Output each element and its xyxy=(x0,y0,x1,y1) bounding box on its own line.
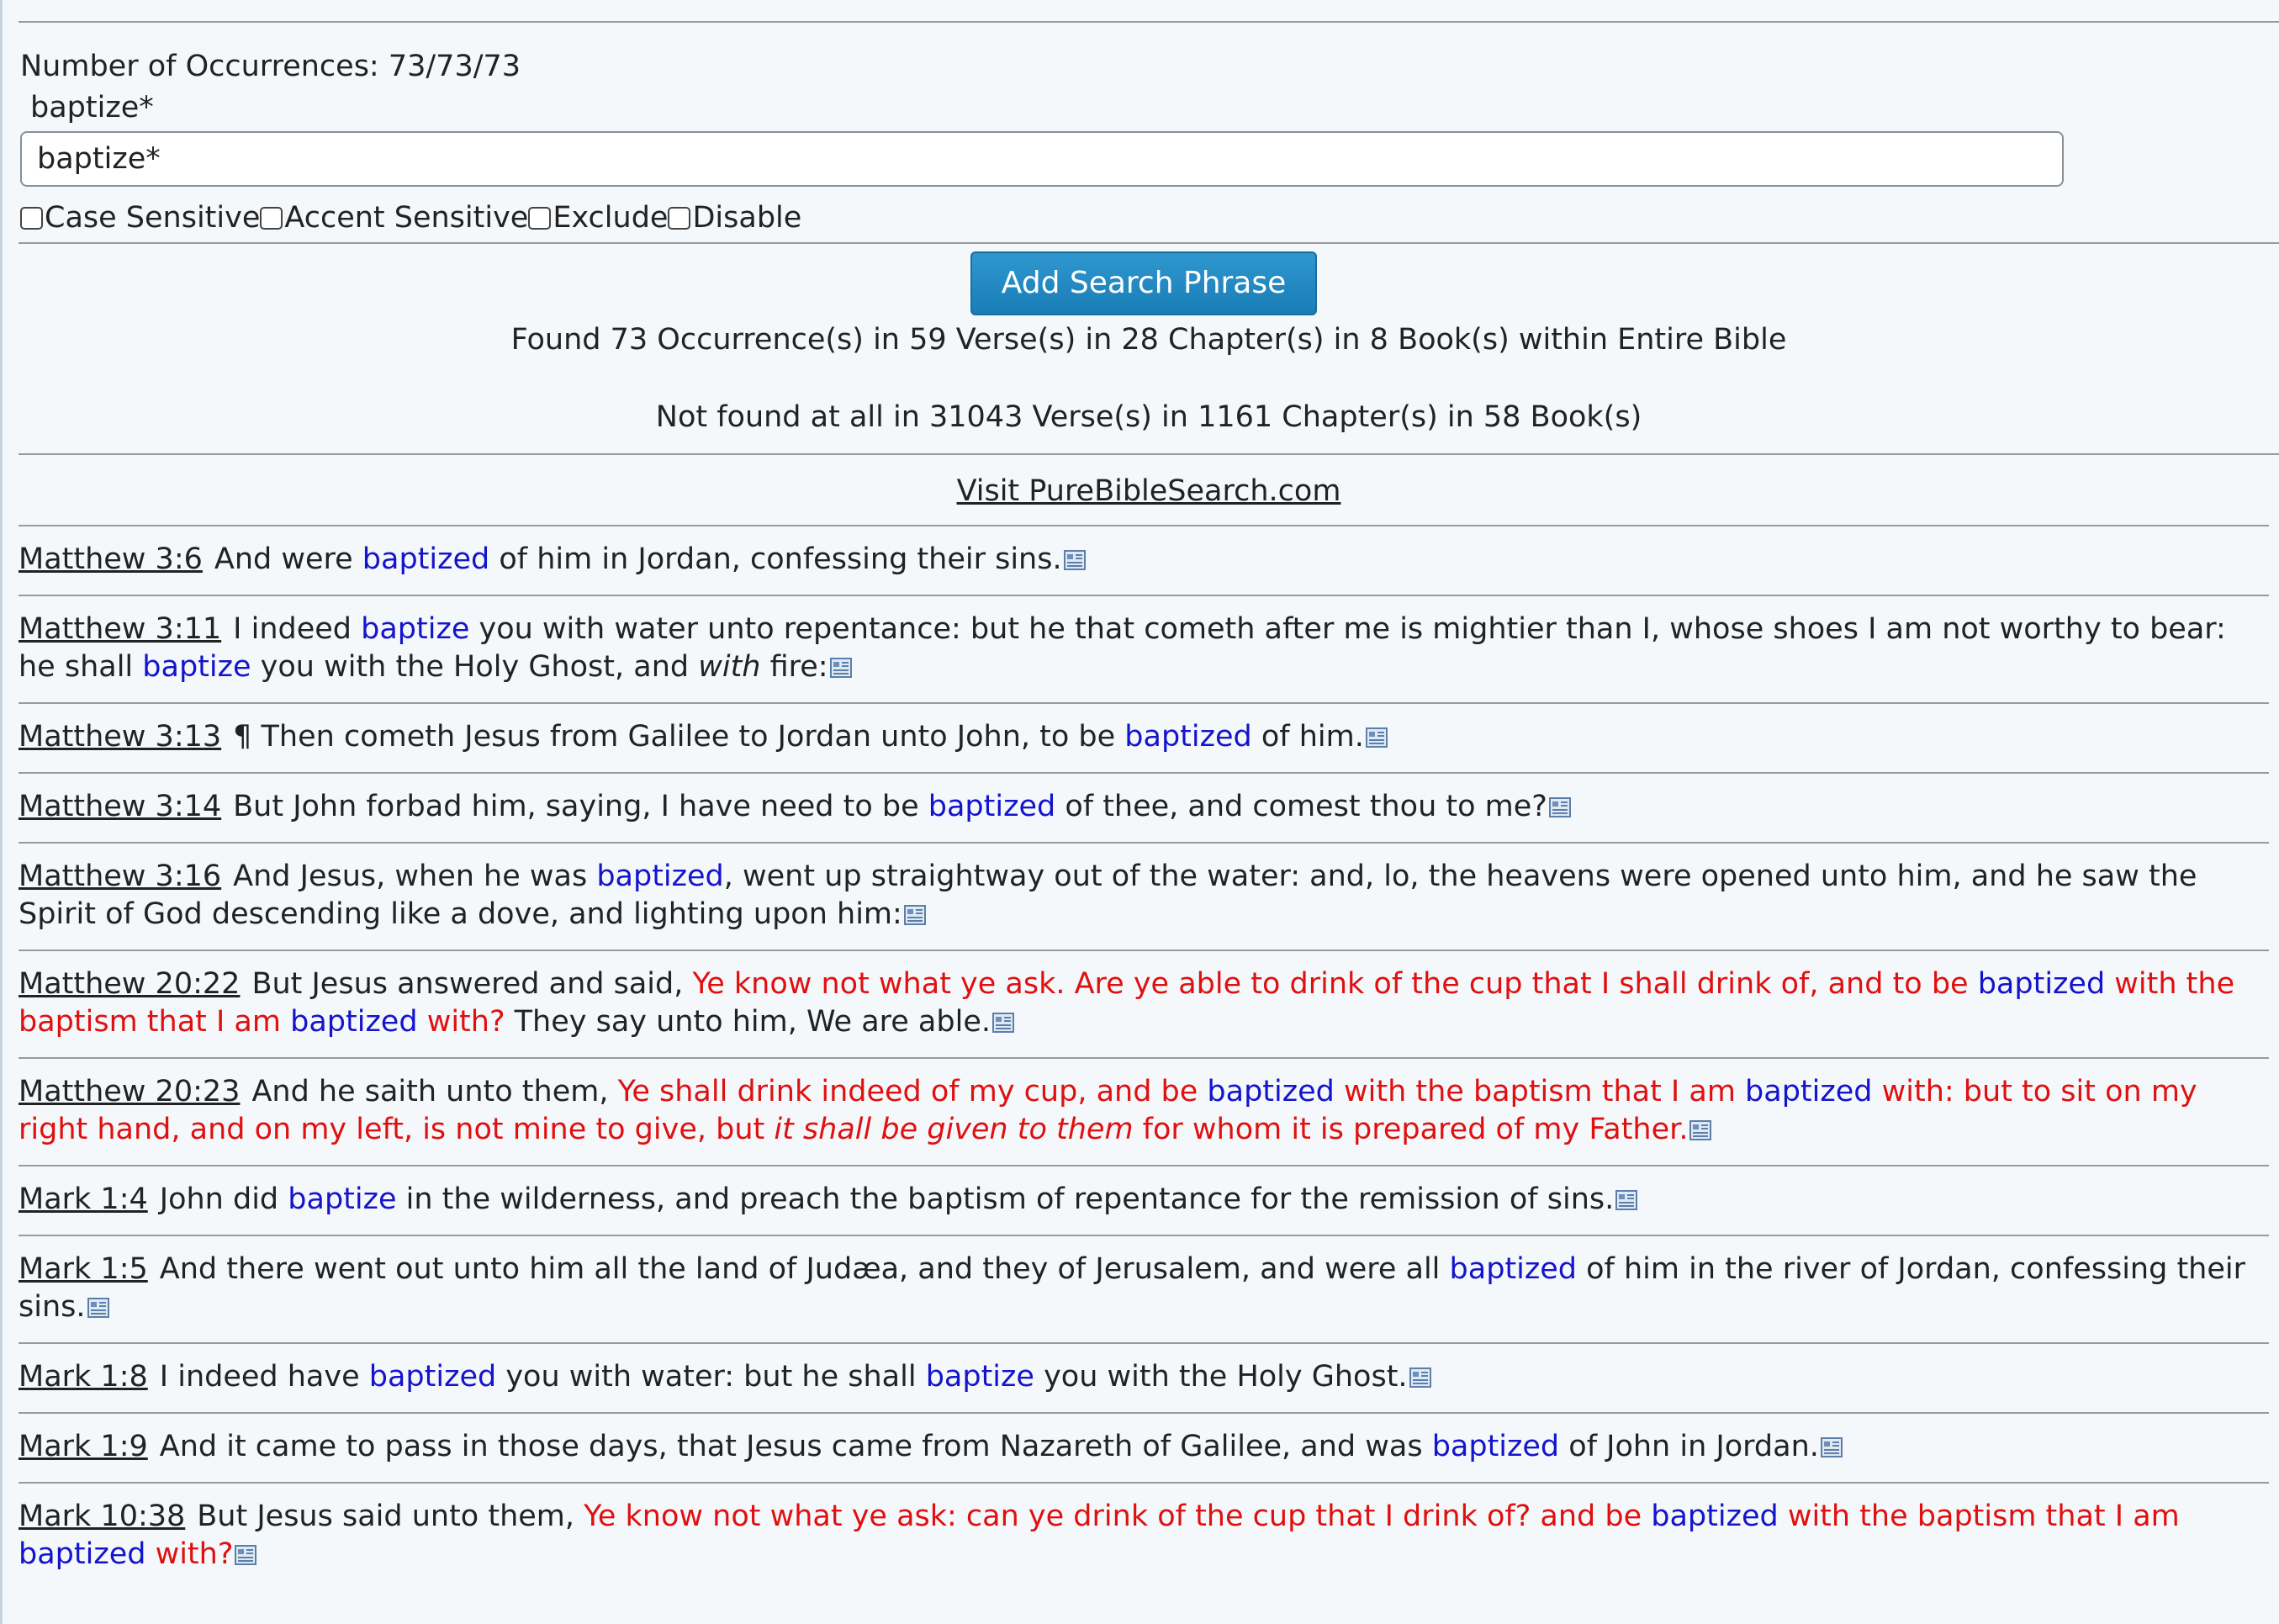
option-exclude[interactable] xyxy=(528,198,668,237)
verse-reference-link[interactable]: Matthew 3:14 xyxy=(19,790,222,823)
verse-reference-link[interactable]: Matthew 20:23 xyxy=(19,1075,241,1108)
verse-text: And he saith unto them, xyxy=(251,1075,618,1108)
verse-details-icon[interactable] xyxy=(1409,1360,1431,1380)
highlighted-term: baptized xyxy=(1745,1075,1873,1108)
highlighted-term: baptized xyxy=(368,1360,497,1394)
verse-reference-link[interactable]: Mark 1:5 xyxy=(19,1252,148,1286)
exclude-checkbox[interactable] xyxy=(528,207,551,230)
visit-link-row xyxy=(19,473,2279,510)
not-found-summary: Not found at all in 31043 Verse(s) in 1161 Chapter(s) in 58 Book(s) xyxy=(655,400,1642,434)
divider xyxy=(19,242,2279,244)
words-of-christ: with: but to sit on my right hand, and on my left, is not mine to give, but xyxy=(19,1075,2197,1146)
verse-text: of John in Jordan. xyxy=(1559,1430,1819,1463)
verse-details-icon[interactable] xyxy=(1549,790,1571,810)
verse-text: ¶ Then cometh Jesus from Galilee to Jordan unto John, to be xyxy=(233,720,1125,754)
verse-text: of him in the river of Jordan, confessing their sins. xyxy=(19,1252,2246,1324)
words-of-christ-italic: it shall be given to them xyxy=(774,1113,1134,1146)
verse-details-icon[interactable] xyxy=(830,650,852,670)
italic-text: with xyxy=(698,650,761,684)
verse-text: of him. xyxy=(1251,720,1364,754)
verse-text: And Jesus, when he was xyxy=(233,860,597,893)
verse-reference-link[interactable]: Matthew 20:22 xyxy=(19,967,241,1001)
verse-text: in the wilderness, and preach the baptism of repentance for the remission of sins. xyxy=(396,1182,1615,1216)
verse-result xyxy=(19,950,2269,1057)
verse-result xyxy=(19,1235,2269,1342)
divider xyxy=(19,453,2279,455)
verse-details-icon[interactable] xyxy=(1064,542,1086,563)
verse-text: you with water unto repentance: but he that cometh after me is mightier than I, whose shoes I am not worthy to bear: he shall xyxy=(19,612,2226,684)
verse-text: of him in Jordan, confessing their sins. xyxy=(489,542,1062,576)
verse-reference-link[interactable]: Mark 1:4 xyxy=(19,1182,148,1216)
highlighted-term: baptize xyxy=(142,650,251,684)
verse-details-icon[interactable] xyxy=(1821,1430,1843,1450)
highlighted-term: baptized xyxy=(362,542,490,576)
option-disable[interactable] xyxy=(668,198,801,237)
option-accent-sensitive[interactable] xyxy=(260,198,528,237)
words-of-christ: with the baptism that I am xyxy=(1778,1500,2180,1533)
option-case-sensitive[interactable] xyxy=(20,198,260,237)
verse-details-icon[interactable] xyxy=(87,1290,109,1310)
verse-reference-link[interactable]: Matthew 3:13 xyxy=(19,720,222,754)
verse-result xyxy=(19,772,2269,842)
verse-text: , went up straightway out of the water: and, lo, the heavens were opened unto him, and he saw the Spirit of God descending like a dove, and lighting upon him: xyxy=(19,860,2197,931)
highlighted-term: baptized xyxy=(1449,1252,1577,1286)
words-of-christ: Ye know not what ye ask. Are ye able to drink of the cup that I shall drink of, and to be xyxy=(692,967,1978,1001)
verse-result xyxy=(19,1412,2269,1482)
words-of-christ: with the baptism that I am xyxy=(19,967,2235,1039)
verse-result xyxy=(19,1165,2269,1235)
verse-result xyxy=(19,1057,2269,1165)
verse-text: But Jesus said unto them, xyxy=(197,1500,584,1533)
verse-details-icon[interactable] xyxy=(992,1005,1014,1025)
verse-text: fire: xyxy=(760,650,828,684)
found-summary: Found 73 Occurrence(s) in 59 Verse(s) in 28 Chapter(s) in 8 Book(s) within Entire Bible xyxy=(510,323,1787,357)
verse-text: you with water: but he shall xyxy=(496,1360,926,1394)
verse-text: And were xyxy=(214,542,362,576)
verse-text: But Jesus answered and said, xyxy=(251,967,693,1001)
occurrences-count: Number of Occurrences: 73/73/73 xyxy=(20,50,521,83)
verse-reference-link[interactable]: Matthew 3:16 xyxy=(19,860,222,893)
verse-reference-link[interactable]: Mark 1:9 xyxy=(19,1430,148,1463)
verse-reference-link[interactable]: Matthew 3:6 xyxy=(19,542,203,576)
words-of-christ: Ye know not what ye ask: can ye drink of the cup that I drink of? and be xyxy=(584,1500,1652,1533)
verse-result xyxy=(19,595,2269,702)
highlighted-term: baptize xyxy=(361,612,470,646)
highlighted-term: baptized xyxy=(928,790,1056,823)
highlighted-term: baptized xyxy=(1651,1500,1779,1533)
verse-text: They say unto him, We are able. xyxy=(505,1005,991,1039)
option-label: Disable xyxy=(692,201,802,235)
highlighted-term: baptize xyxy=(288,1182,397,1216)
visit-site-link[interactable]: Visit PureBibleSearch.com xyxy=(956,474,1341,508)
verse-details-icon[interactable] xyxy=(1689,1113,1711,1133)
highlighted-term: baptized xyxy=(1977,967,2106,1001)
highlighted-term: baptized xyxy=(1124,720,1252,754)
highlighted-term: baptized xyxy=(19,1537,146,1571)
verse-details-icon[interactable] xyxy=(904,897,926,918)
verse-result xyxy=(19,702,2269,772)
case-sensitive-checkbox[interactable] xyxy=(20,207,43,230)
verse-result xyxy=(19,1482,2269,1590)
verse-text: I indeed have xyxy=(159,1360,369,1394)
words-of-christ: with the baptism that I am xyxy=(1334,1075,1746,1108)
search-phrase-input[interactable] xyxy=(20,131,2064,187)
highlighted-term: baptize xyxy=(925,1360,1034,1394)
search-phrase-panel xyxy=(20,45,2279,237)
words-of-christ: for whom it is prepared of my Father. xyxy=(1133,1113,1689,1146)
verse-reference-link[interactable]: Mark 1:8 xyxy=(19,1360,148,1394)
verse-reference-link[interactable]: Matthew 3:11 xyxy=(19,612,222,646)
option-label: Exclude xyxy=(553,201,669,235)
option-label: Case Sensitive xyxy=(45,201,261,235)
add-search-phrase-button[interactable]: Add Search Phrase xyxy=(970,251,1317,315)
words-of-christ: with? xyxy=(145,1537,234,1571)
verse-details-icon[interactable] xyxy=(1366,720,1388,740)
verse-details-icon[interactable] xyxy=(235,1537,256,1558)
verse-result xyxy=(19,1342,2269,1412)
option-label: Accent Sensitive xyxy=(284,201,529,235)
verse-text: John did xyxy=(159,1182,288,1216)
verse-text: And it came to pass in those days, that Jesus came from Nazareth of Galilee, and was xyxy=(159,1430,1432,1463)
verse-text: And there went out unto him all the land of Judæa, and they of Jerusalem, and were all xyxy=(159,1252,1450,1286)
verse-reference-link[interactable]: Mark 10:38 xyxy=(19,1500,186,1533)
verse-result xyxy=(19,525,2269,595)
verse-details-icon[interactable] xyxy=(1615,1182,1637,1203)
highlighted-term: baptized xyxy=(1207,1075,1335,1108)
verse-text: of thee, and comest thou to me? xyxy=(1055,790,1547,823)
highlighted-term: baptized xyxy=(290,1005,418,1039)
verse-text: But John forbad him, saying, I have need to be xyxy=(233,790,928,823)
words-of-christ: with? xyxy=(417,1005,505,1039)
accent-sensitive-checkbox[interactable] xyxy=(260,207,283,230)
top-divider xyxy=(19,21,2279,23)
highlighted-term: baptized xyxy=(1431,1430,1560,1463)
disable-checkbox[interactable] xyxy=(668,207,690,230)
highlighted-term: baptized xyxy=(596,860,724,893)
verse-text: you with the Holy Ghost. xyxy=(1034,1360,1408,1394)
verse-results-list xyxy=(19,525,2269,1590)
verse-result xyxy=(19,842,2269,950)
words-of-christ: Ye shall drink indeed of my cup, and be xyxy=(617,1075,1208,1108)
verse-text: I indeed xyxy=(233,612,362,646)
verse-text: you with the Holy Ghost, and xyxy=(251,650,699,684)
search-options xyxy=(20,198,2279,237)
search-phrase-label: baptize* xyxy=(30,91,154,124)
page-left-border xyxy=(0,0,3,1624)
